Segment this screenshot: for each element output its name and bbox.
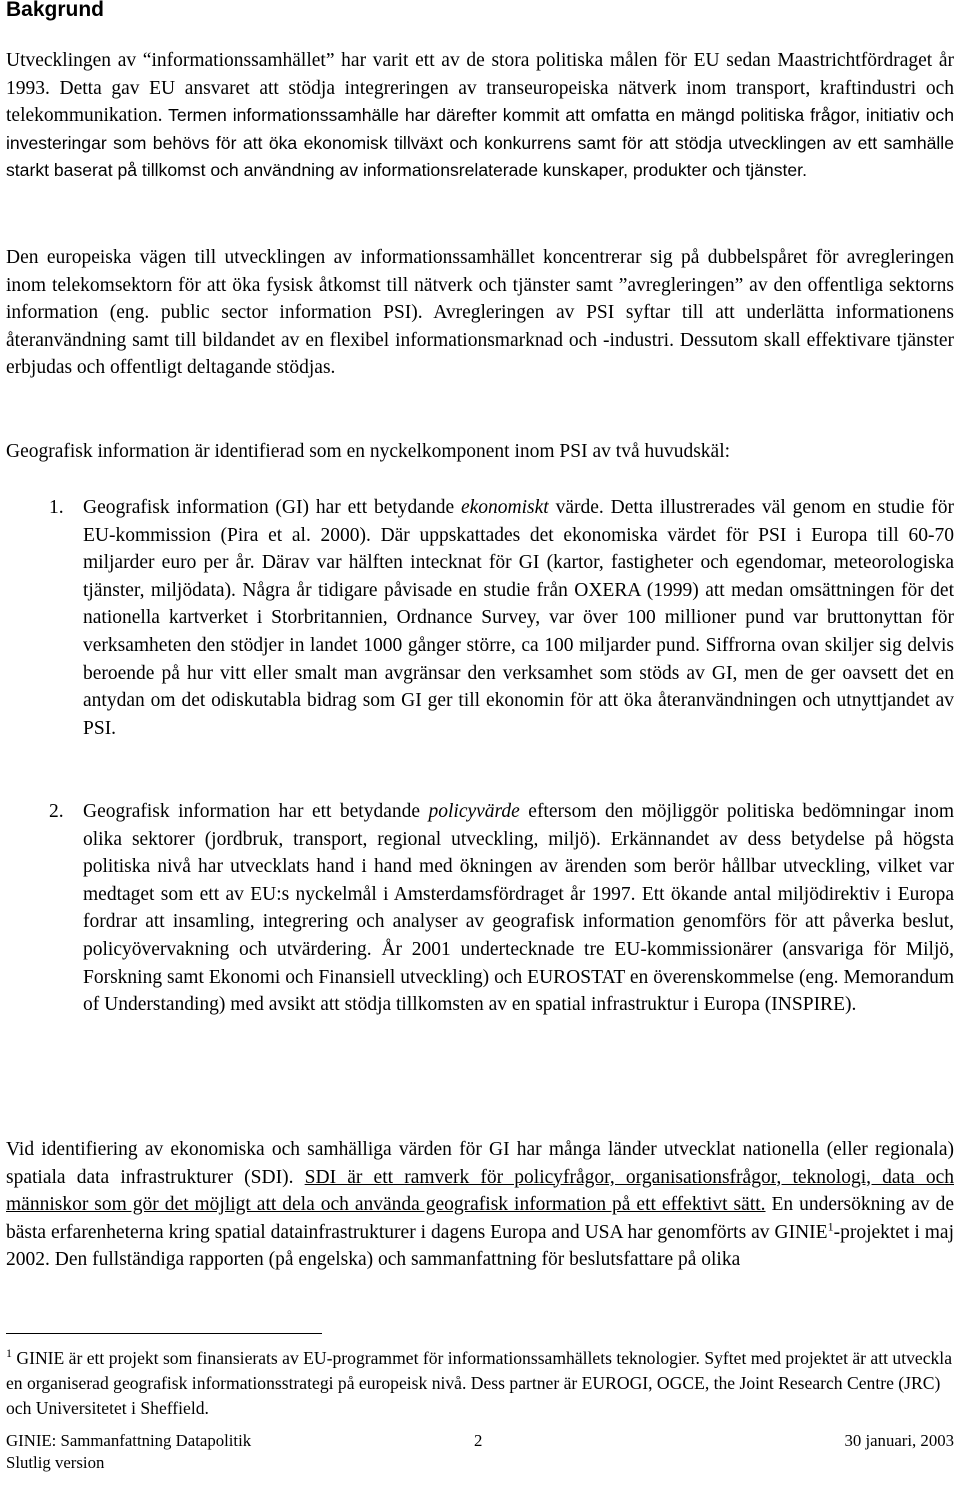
paragraph-intro-part2: Termen informationssamhälle har därefter kommit att omfatta en mängd politiska frågor, initiativ och investeringar som behövs för att öka ekonomisk tillväxt och konkurrens samt för att stödja utvecklingen av ett samhälle starkt baserat på tillkomst och användning av informationsrelaterade kunskaper, produkter och tjänster. [6, 105, 954, 181]
footnote-text: GINIE är ett projekt som finansierats av EU-programmet för informationssamhällets teknologier. Syftet med projektet är att utveckla en organiserad geografisk informationsstrategi på europeisk nivå. Dess partner är EUROGI, OGCE, the Joint Research Centre (JRC) och Universitetet i Sheffield. [6, 1348, 953, 1418]
list-item-emphasis: ekonomiskt [461, 497, 549, 518]
section-heading: Bakgrund [6, 0, 105, 21]
list-item-text-start: Geografisk information har ett betydande [83, 801, 429, 822]
paragraph-geographic-info: Geografisk information är identifierad som en nyckelkomponent inom PSI av två huvudskäl: [6, 441, 731, 462]
list-item-text [83, 494, 954, 742]
list-item-emphasis: policyvärde [428, 801, 520, 822]
list-number: 1. [49, 497, 64, 518]
list-item-text-rest: eftersom den möjliggör politiska bedömningar inom olika sektorer (jordbruk, transport, regional utveckling, miljö). Erkännandet av dess betydelse på högsta politiska nivå har utvecklats hand i hand med ökningen av ärenden som berör hållbar utveckling, vilket var medtaget som ett av EU:s nyckelmål i Amsterdamsfördraget år 1997. Ett ökande antal miljödirektiv i Europa fordrar att insamling, integrering och analyser av geografisk information genomförs för att påverka beslut, policyövervakning och utvärdering. År 2001 undertecknade tre EU-kommissionärer (ansvariga för Miljö, Forskning samt Ekonomi och Finansiell utveckling) och EUROSTAT en överenskommelse (eng. Memorandum of Understanding) med avsikt att stödja tillkomsten av en spatial infrastruktur i Europa (INSPIRE). [83, 801, 954, 1016]
footnote-divider [6, 1333, 322, 1334]
paragraph-intro [6, 47, 954, 185]
paragraph-sdi-part2: En undersökning av de bästa erfarenheterna kring spatial datainfrastrukturer i dagens Europa and USA har genomförts av GINIE [6, 1194, 954, 1243]
paragraph-sdi [6, 1136, 954, 1274]
list-item-text-rest: värde. Detta illustrerades väl genom en studie för EU-kommission (Pira et al. 2000). Där uppskattades det ekonomiska värdet för PSI i Europa till 60-70 miljarder euro per år. Därav var hälften intecknat för GI (kartor, fastigheter och egendomar, meteorologiska tjänster, miljödata). Några år tidigare påvisade en studie från OXERA (1999) att medan omsättningen för det nationella kartverket i Storbritannien, Ordnance Survey, var över 100 millioner pund var bruttonyttan för verksamheten den stödjer in landet 1000 gånger större, ca 100 miljarder pund. Siffrorna ovan skiljer sig delvis beroende på hur vitt eller smalt man avgränsar den verksamhet som stöds av GI, men de ger oavsett det en antydan om det odiskutabla bidrag som GI ger till ekonomin för att öka återanvändningen och utnyttjandet av PSI. [83, 497, 954, 739]
footer-title: GINIE: Sammanfattning Datapolitik [6, 1431, 252, 1450]
paragraph-sdi-underlined: SDI är ett ramverk för policyfrågor, organisationsfrågor, teknologi, data och människor som gör det möjligt att dela och använda geografisk information på ett effektivt sätt. [6, 1166, 954, 1216]
paragraph-european-way: Den europeiska vägen till utvecklingen av informationssamhället koncentrerar sig på dubbelspåret för avregleringen inom telekomsektorn för att öka fysisk åtkomst till nätverk och tjänster samt ”avregleringen” av den offentliga sektorns information (eng. public sector information PSI). Avregleringen av PSI syftar till att underlätta informationens återanvändning samt till bildandet av en flexibel informationsmarknad och -industri. Dessutom skall effektivare tjänster erbjudas och offentligt deltagande stödjas. [6, 247, 954, 379]
footnote-marker: 1 [6, 1346, 12, 1361]
list-item-text [83, 798, 954, 1019]
list-number: 2. [49, 801, 64, 822]
footer-version: Slutlig version [6, 1453, 105, 1472]
list-item-text-start: Geografisk information (GI) har ett betydande [83, 497, 461, 518]
footnote-reference: 1 [827, 1219, 834, 1234]
footer-date: 30 januari, 2003 [844, 1431, 954, 1450]
footnote [6, 1346, 954, 1421]
paragraph-intro-part1: Utvecklingen av “informationssamhället” har varit ett av de stora politiska målen för EU sedan Maastrichtfördraget år 1993. Detta gav EU ansvaret att stödja integreringen av transeuropeiska nätverk inom transport, kraftindustri och telekommunikation. [6, 50, 954, 127]
paragraph-sdi-part1: Vid identifiering av ekonomiska och samhälliga värden för GI har många länder utvecklat nationella (eller regionala) spatiala data infrastrukturer (SDI). [6, 1139, 954, 1188]
paragraph-sdi-part3: -projektet i maj 2002. Den fullständiga rapporten (på engelska) och sammanfattning för beslutsfattare på olika [6, 1221, 954, 1271]
footer-page-number: 2 [474, 1431, 483, 1450]
